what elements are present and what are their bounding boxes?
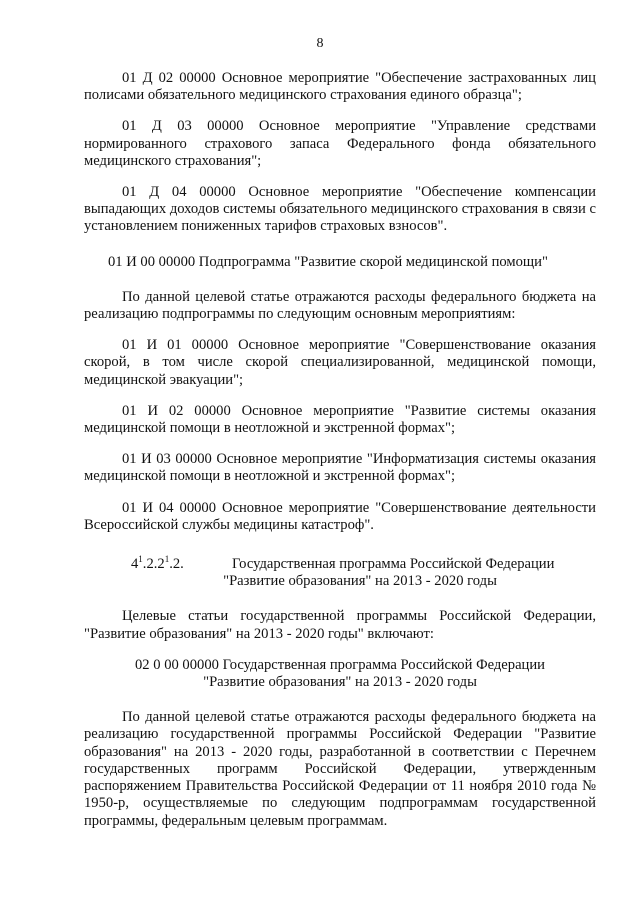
program-title-line2: "Развитие образования" на 2013 - 2020 годы — [203, 674, 477, 691]
paragraph-main-event-01i01: 01 И 01 00000 Основное мероприятие "Совершенствование оказания скорой, в том числе скорой специализированной, медицинской помощи, медицинской эвакуации"; — [84, 337, 596, 388]
program-title-block — [84, 657, 596, 691]
paragraph-main-event-01d03: 01 Д 03 00000 Основное мероприятие "Управление средствами нормированного страхового запаса Федерального фонда обязательного медицинского страхования"; — [84, 118, 596, 169]
paragraph-subprogram-description: По данной целевой статье отражаются расходы федерального бюджета на реализацию подпрограммы по следующим основным мероприятиям: — [84, 288, 596, 323]
paragraph-main-event-01i04: 01 И 04 00000 Основное мероприятие "Совершенствование деятельности Всероссийской службы медицины катастроф". — [84, 499, 596, 533]
page-number: 8 — [316, 36, 324, 51]
section-title-line1: Государственная программа Российской Федерации — [232, 556, 555, 573]
document-body — [84, 70, 596, 830]
program-title-line1: 02 0 00 00000 Государственная программа Российской Федерации — [135, 656, 545, 673]
paragraph-main-event-01i03: 01 И 03 00000 Основное мероприятие "Информатизация системы оказания медицинской помощи в неотложной и экстренной формах"; — [84, 451, 596, 485]
section-title-line2: "Развитие образования" на 2013 - 2020 годы — [223, 573, 497, 590]
paragraph-target-articles: Целевые статьи государственной программы Российской Федерации, "Развитие образования" на 2013 - 2020 годы" включают: — [84, 608, 596, 642]
paragraph-subprogram-01i00: 01 И 00 00000 Подпрограмма "Развитие скорой медицинской помощи" — [108, 253, 548, 270]
section-number: $4^1.2.2^1.2$. — [131, 554, 184, 573]
paragraph-program-description: По данной целевой статье отражаются расходы федерального бюджета на реализацию государственной программы Российской Федерации "Развитие образования" на 2013 - 2020 годы, разработанной в соответствии с Перечнем государственных программ Российской Федерации, утвержденным распоряжением Правительства Российской Федерации от 11 ноября 2010 года № 1950-р, осуществляемые по следующим подпрограммам государственной программы, федеральным целевым программам. — [84, 709, 596, 829]
paragraph-main-event-01i02: 01 И 02 00000 Основное мероприятие "Развитие системы оказания медицинской помощи в неотложной и экстренной формах"; — [84, 402, 596, 437]
paragraph-main-event-01d02: 01 Д 02 00000 Основное мероприятие "Обеспечение застрахованных лиц полисами обязательного медицинского страхования единого образца"; — [84, 70, 596, 104]
paragraph-main-event-01d04: 01 Д 04 00000 Основное мероприятие "Обеспечение компенсации выпадающих доходов системы обязательного медицинского страхования в связи с установлением пониженных тарифов страховых взносов". — [84, 184, 596, 235]
section-heading — [84, 556, 596, 590]
